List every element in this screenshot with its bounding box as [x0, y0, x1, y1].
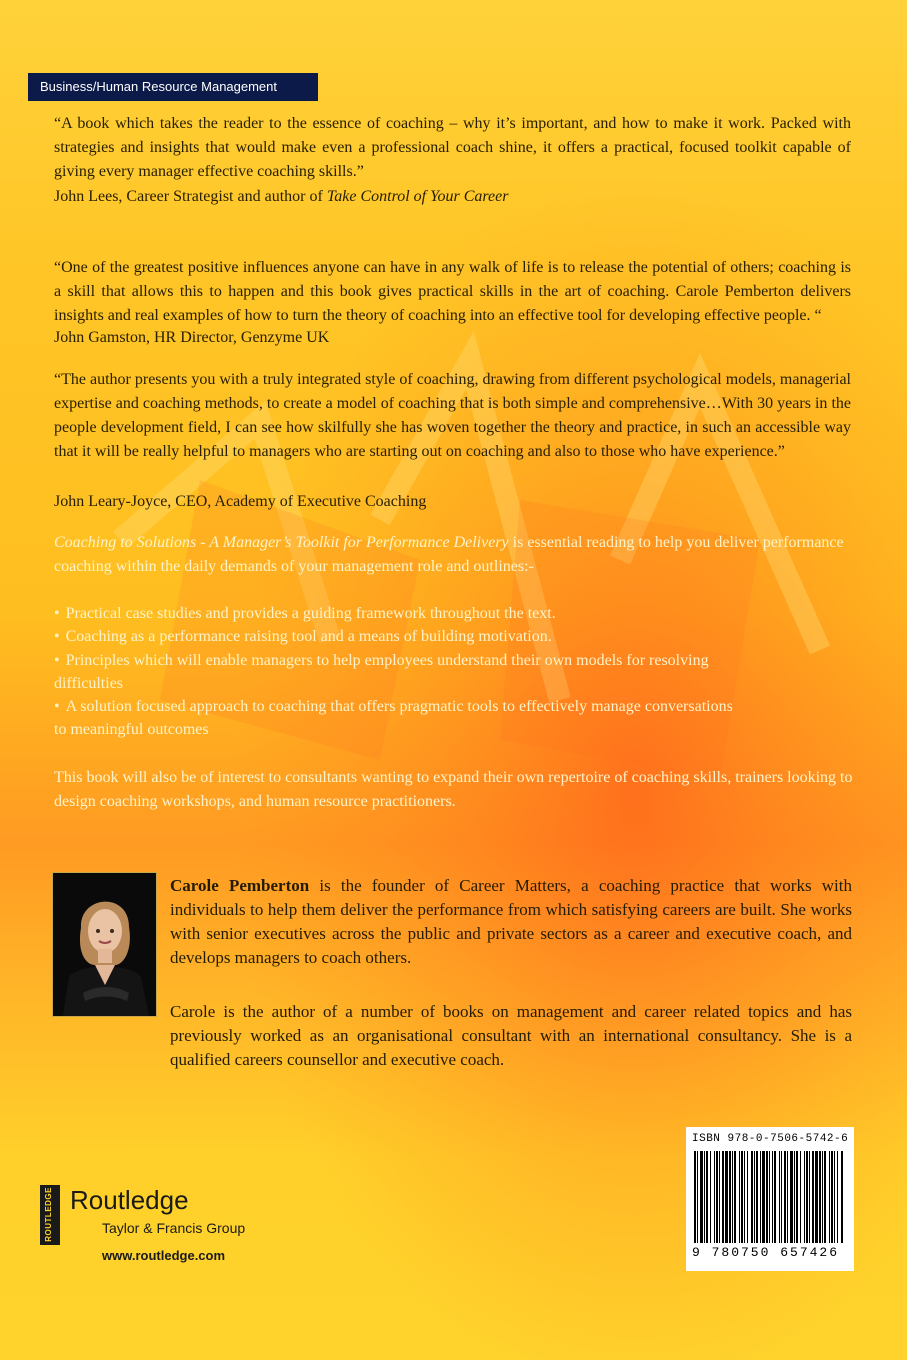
barcode-icon — [692, 1151, 848, 1243]
barcode-bar — [762, 1151, 765, 1243]
barcode-bar — [774, 1151, 776, 1243]
book-description-closing: This book will also be of interest to consultants wanting to expand their own repertoire of coaching skills, trainers looking to design coaching workshops, and human resource practitioners. — [54, 769, 853, 810]
bullet-item: • A solution focused approach to coaching that offers pragmatic tools to effectively manage conversations to meaningful outcomes — [54, 698, 733, 738]
barcode-bar — [796, 1151, 798, 1243]
bullet-text: A solution focused approach to coaching that offers pragmatic tools to effectively manage conversations to meaningful outcomes — [54, 698, 733, 738]
barcode-bar — [725, 1151, 728, 1243]
barcode-bar — [706, 1151, 708, 1243]
barcode-bar — [834, 1151, 835, 1243]
bullet-text: Coaching as a performance raising tool and a means of building motivation. — [65, 628, 552, 645]
barcode-bar — [741, 1151, 743, 1243]
barcode-bar — [784, 1151, 786, 1243]
barcode-bar — [694, 1151, 696, 1243]
barcode-bar — [751, 1151, 753, 1243]
barcode-bar — [766, 1151, 768, 1243]
barcode-bar — [739, 1151, 740, 1243]
barcode-box — [686, 1127, 854, 1271]
author-name: Carole Pemberton — [170, 876, 310, 895]
barcode-bar — [804, 1151, 805, 1243]
barcode-bar — [719, 1151, 720, 1243]
publisher-name: Routledge — [70, 1185, 189, 1215]
barcode-bar — [812, 1151, 814, 1243]
barcode-digits: 9 780750 657426 — [692, 1245, 840, 1260]
barcode-bar — [831, 1151, 833, 1243]
barcode-bar — [756, 1151, 758, 1243]
routledge-logo-icon — [40, 1185, 60, 1245]
barcode-bar — [704, 1151, 705, 1243]
quote-3-attribution: John Leary-Joyce, CEO, Academy of Executive Coaching — [54, 493, 427, 510]
bullet-item: • Practical case studies and provides a guiding framework throughout the text. — [54, 605, 556, 622]
quote-1-attribution-text: John Lees, Career Strategist and author of — [54, 188, 327, 205]
barcode-bar — [697, 1151, 698, 1243]
author-photo — [52, 872, 157, 1017]
barcode-bar — [747, 1151, 748, 1243]
barcode-bar — [822, 1151, 823, 1243]
quote-1-attribution — [54, 186, 508, 208]
publisher-website: www.routledge.com — [102, 1248, 226, 1263]
barcode-bar — [837, 1151, 838, 1243]
barcode-bar — [794, 1151, 795, 1243]
bullet-text: Practical case studies and provides a guiding framework throughout the text. — [65, 605, 556, 622]
bullet-text: Principles which will enable managers to help employees understand their own models for resolving difficulties — [54, 652, 709, 692]
barcode-bar — [772, 1151, 773, 1243]
quote-1: “A book which takes the reader to the essence of coaching – why it’s important, and how to make it work. Packed with strategies and insights that would make even a professional coach shine, it offers a practical, focused toolkit capable of giving every manager effective coaching skills.” — [54, 115, 851, 180]
barcode-bar — [809, 1151, 810, 1243]
barcode-bar — [781, 1151, 782, 1243]
author-portrait-icon — [53, 873, 156, 1016]
barcode-bar — [716, 1151, 718, 1243]
barcode-bar — [841, 1151, 843, 1243]
barcode-bar — [787, 1151, 788, 1243]
author-bio-text: is the founder of Career Matters, a coaching practice that works with individuals to help them deliver the performance from which satisfying careers are built. She works with senior executives across the public and private sectors as a career and executive coach, and develops managers to coach others. — [170, 876, 852, 967]
barcode-bar — [760, 1151, 761, 1243]
book-title: Coaching to Solutions - A Manager’s Toolkit for Performance Delivery — [54, 534, 509, 551]
barcode-bar — [729, 1151, 731, 1243]
barcode-bar — [819, 1151, 821, 1243]
barcode-bar — [829, 1151, 830, 1243]
barcode-bar — [714, 1151, 715, 1243]
barcode-bar — [722, 1151, 724, 1243]
book-description-text: is essential reading to help you deliver performance coaching within the daily demands of your management role and outlines:- — [54, 534, 844, 575]
barcode-bar — [806, 1151, 808, 1243]
author-bio — [170, 874, 852, 970]
quote-2-attribution: John Gamston, HR Director, Genzyme UK — [54, 329, 330, 346]
barcode-bar — [824, 1151, 826, 1243]
author-bio-2: Carole is the author of a number of books on management and career related topics and has previously worked as an organisational consultant with an international consultancy. She is a qualified careers counsellor and executive coach. — [170, 1002, 852, 1069]
quote-3: “The author presents you with a truly integrated style of coaching, drawing from different psychological models, managerial expertise and coaching methods, to create a model of coaching that is both simple and comprehensive…With 30 years in the people development field, I can see how skilfully she has woven together the theory and practice, in such an accessible way that it will be really helpful to managers who are starting out on coaching and also to those who have experience.” — [54, 371, 851, 460]
quote-1-attribution-title: Take Control of Your Career — [326, 188, 509, 205]
barcode-bar — [815, 1151, 818, 1243]
bullet-item: • Principles which will enable managers to help employees understand their own models for resolving difficulties — [54, 652, 709, 692]
quote-2: “One of the greatest positive influences anyone can have in any walk of life is to release the potential of others; coaching is a skill that allows this to happen and this book gives practical skills in the art of coaching. Carole Pemberton delivers insights and real examples of how to turn the theory of coaching into an effective tool for developing effective people. “ — [54, 259, 851, 324]
barcode-bar — [744, 1151, 745, 1243]
book-description — [54, 531, 854, 579]
barcode-bar — [710, 1151, 711, 1243]
barcode-bar — [800, 1151, 801, 1243]
barcode-bar — [754, 1151, 755, 1243]
barcode-bar — [732, 1151, 733, 1243]
barcode-bar — [734, 1151, 736, 1243]
publisher-group: Taylor & Francis Group — [102, 1220, 246, 1236]
isbn-label: ISBN 978-0-7506-5742-6 — [692, 1133, 849, 1145]
barcode-bar — [779, 1151, 780, 1243]
barcode-bar — [769, 1151, 770, 1243]
bullet-item: • Coaching as a performance raising tool and a means of building motivation. — [54, 628, 552, 645]
routledge-logo-text: ROUTLEDGE — [44, 1187, 53, 1242]
category-label: Business/Human Resource Management — [28, 73, 318, 101]
barcode-bar — [790, 1151, 793, 1243]
barcode-bar — [700, 1151, 703, 1243]
